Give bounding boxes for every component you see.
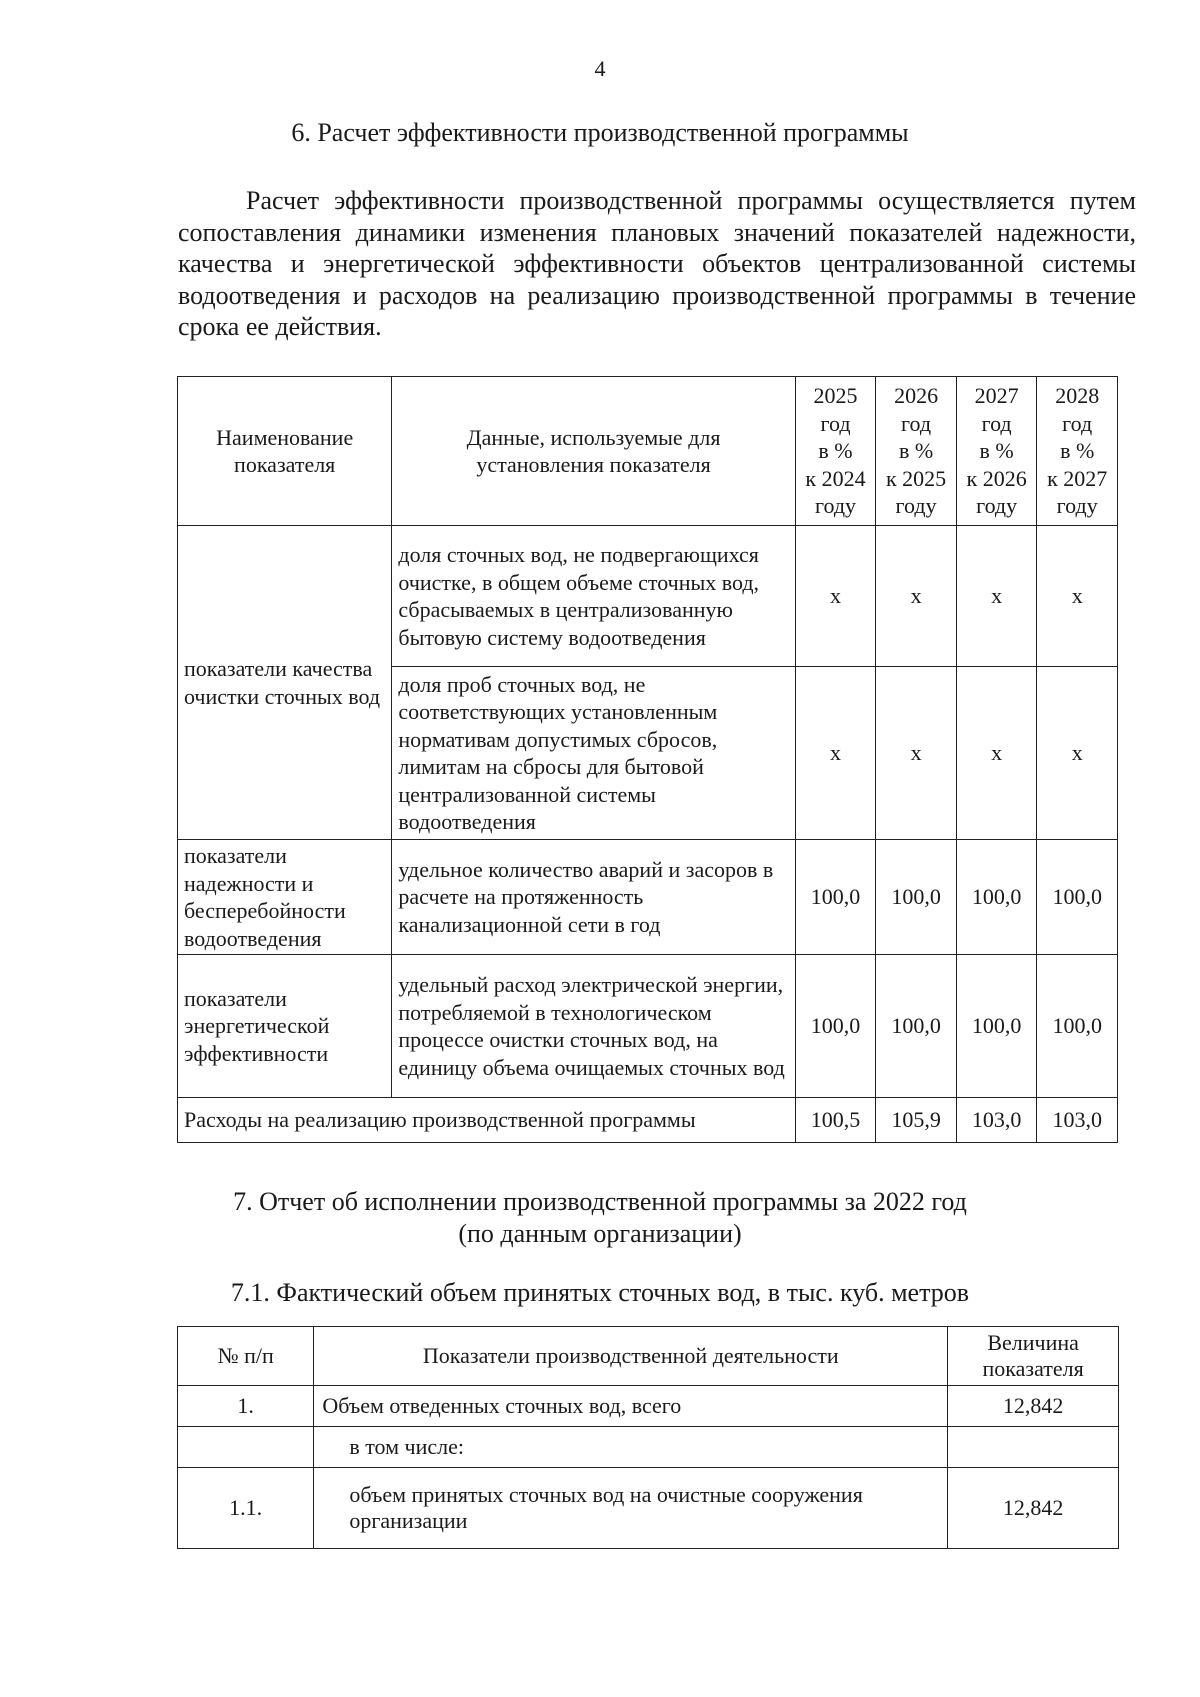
row-value: 12,842: [948, 1386, 1119, 1427]
year-label: к 2025: [885, 465, 947, 491]
wastewater-volume-table: [177, 1326, 1119, 1549]
row-value: [948, 1427, 1119, 1468]
header-number: № п/п: [178, 1327, 314, 1386]
value-cell: 105,9: [876, 1098, 957, 1143]
header-indicator-name: [178, 377, 392, 526]
efficiency-table: [177, 376, 1118, 1143]
year-label: в %: [979, 438, 1014, 464]
table-row: [178, 1386, 1119, 1427]
table-row: [178, 1468, 1119, 1549]
section-7-heading: [0, 1186, 1200, 1250]
value-cell: 103,0: [956, 1098, 1037, 1143]
row-number: 1.: [178, 1386, 314, 1427]
table-row: [178, 840, 1118, 955]
total-label: Расходы на реализацию производственной программы: [178, 1098, 796, 1143]
header-data-used-text: Данные, используемые для установления показателя: [466, 424, 721, 477]
section-6-paragraph: Расчет эффективности производственной программы осуществляется путем сопоставления динамики изменения плановых значений показателей надежности, качества и энергетической эффективности объектов централизованной системы водоотведения и расходов на реализацию производственной программы в течение срока ее действия.: [178, 186, 1136, 341]
indicator-name: показатели надежности и бесперебойности водоотведения: [178, 840, 392, 955]
value-cell: 100,0: [876, 840, 957, 955]
year-label: 2026: [894, 383, 939, 409]
year-label: в %: [898, 438, 934, 464]
header-value: [948, 1327, 1119, 1386]
value-cell: х: [1037, 526, 1118, 667]
indicator-data: удельное количество аварий и засоров в расчете на протяженность канализационной сети в год: [392, 840, 795, 955]
year-label: 2025: [813, 383, 858, 409]
total-row: [178, 1098, 1118, 1143]
value-cell: 100,0: [795, 840, 876, 955]
table-row: [178, 1427, 1119, 1468]
value-cell: х: [795, 526, 876, 667]
header-year-2027: [956, 377, 1037, 526]
table-row: [178, 526, 1118, 667]
year-label: году: [895, 493, 937, 519]
year-label: в %: [818, 438, 853, 464]
section-7-heading-line: (по данным организации): [458, 1219, 742, 1248]
table-header-row: [178, 1327, 1119, 1386]
year-label: год: [981, 410, 1012, 436]
row-name: в том числе:: [314, 1427, 948, 1468]
value-cell: х: [795, 667, 876, 840]
year-label: к 2024: [805, 465, 866, 491]
row-name: объем принятых сточных вод на очистные сооружения организации: [314, 1468, 948, 1549]
section-7-1-heading: 7.1. Фактический объем принятых сточных вод, в тыс. куб. метров: [230, 1278, 970, 1307]
row-number: [178, 1427, 314, 1468]
header-value-text: Величина показателя: [982, 1330, 1084, 1381]
value-cell: х: [876, 526, 957, 667]
value-cell: 100,0: [956, 955, 1037, 1098]
value-cell: х: [876, 667, 957, 840]
value-cell: 103,0: [1037, 1098, 1118, 1143]
year-label: год: [820, 410, 851, 436]
value-cell: 100,0: [795, 955, 876, 1098]
year-label: к 2026: [966, 465, 1027, 491]
year-label: 2028: [1055, 383, 1100, 409]
year-label: году: [976, 493, 1018, 519]
row-number: 1.1.: [178, 1468, 314, 1549]
header-data-used: [392, 377, 795, 526]
header-year-2026: [876, 377, 957, 526]
header-year-2025: [795, 377, 876, 526]
header-indicator: Показатели производственной деятельности: [314, 1327, 948, 1386]
table-row: [178, 955, 1118, 1098]
section-6-heading: 6. Расчет эффективности производственной программы: [291, 118, 909, 147]
indicator-data: удельный расход электрической энергии, потребляемой в технологическом процессе очистки сточных вод, на единицу объема очищаемых сточных вод: [392, 955, 795, 1098]
value-cell: х: [956, 526, 1037, 667]
indicator-name: показатели энергетической эффективности: [178, 955, 392, 1098]
indicator-name: показатели качества очистки сточных вод: [178, 526, 392, 840]
value-cell: 100,5: [795, 1098, 876, 1143]
year-label: году: [815, 493, 857, 519]
year-label: год: [1062, 410, 1093, 436]
header-indicator-name-text: Наименование показателя: [216, 424, 354, 477]
value-cell: 100,0: [876, 955, 957, 1098]
year-label: в %: [1060, 438, 1095, 464]
value-cell: х: [956, 667, 1037, 840]
header-year-2028: [1037, 377, 1118, 526]
value-cell: 100,0: [956, 840, 1037, 955]
page-number: 4: [594, 56, 606, 81]
table-header-row: [178, 377, 1118, 526]
indicator-data: доля проб сточных вод, не соответствующих установленным нормативам допустимых сбросов, лимитам на сбросы для бытовой централизованной системы водоотведения: [392, 667, 795, 840]
year-label: 2027: [974, 383, 1019, 409]
row-name: Объем отведенных сточных вод, всего: [314, 1386, 948, 1427]
indicator-data: доля сточных вод, не подвергающихся очистке, в общем объеме сточных вод, сбрасываемых в централизованную бытовую систему водоотведения: [392, 526, 795, 667]
row-value: 12,842: [948, 1468, 1119, 1549]
value-cell: 100,0: [1037, 955, 1118, 1098]
year-label: к 2027: [1047, 465, 1108, 491]
year-label: год: [901, 410, 932, 436]
value-cell: х: [1037, 667, 1118, 840]
year-label: году: [1056, 493, 1098, 519]
value-cell: 100,0: [1037, 840, 1118, 955]
section-7-heading-line: 7. Отчет об исполнении производственной программы за 2022 год: [233, 1187, 967, 1216]
